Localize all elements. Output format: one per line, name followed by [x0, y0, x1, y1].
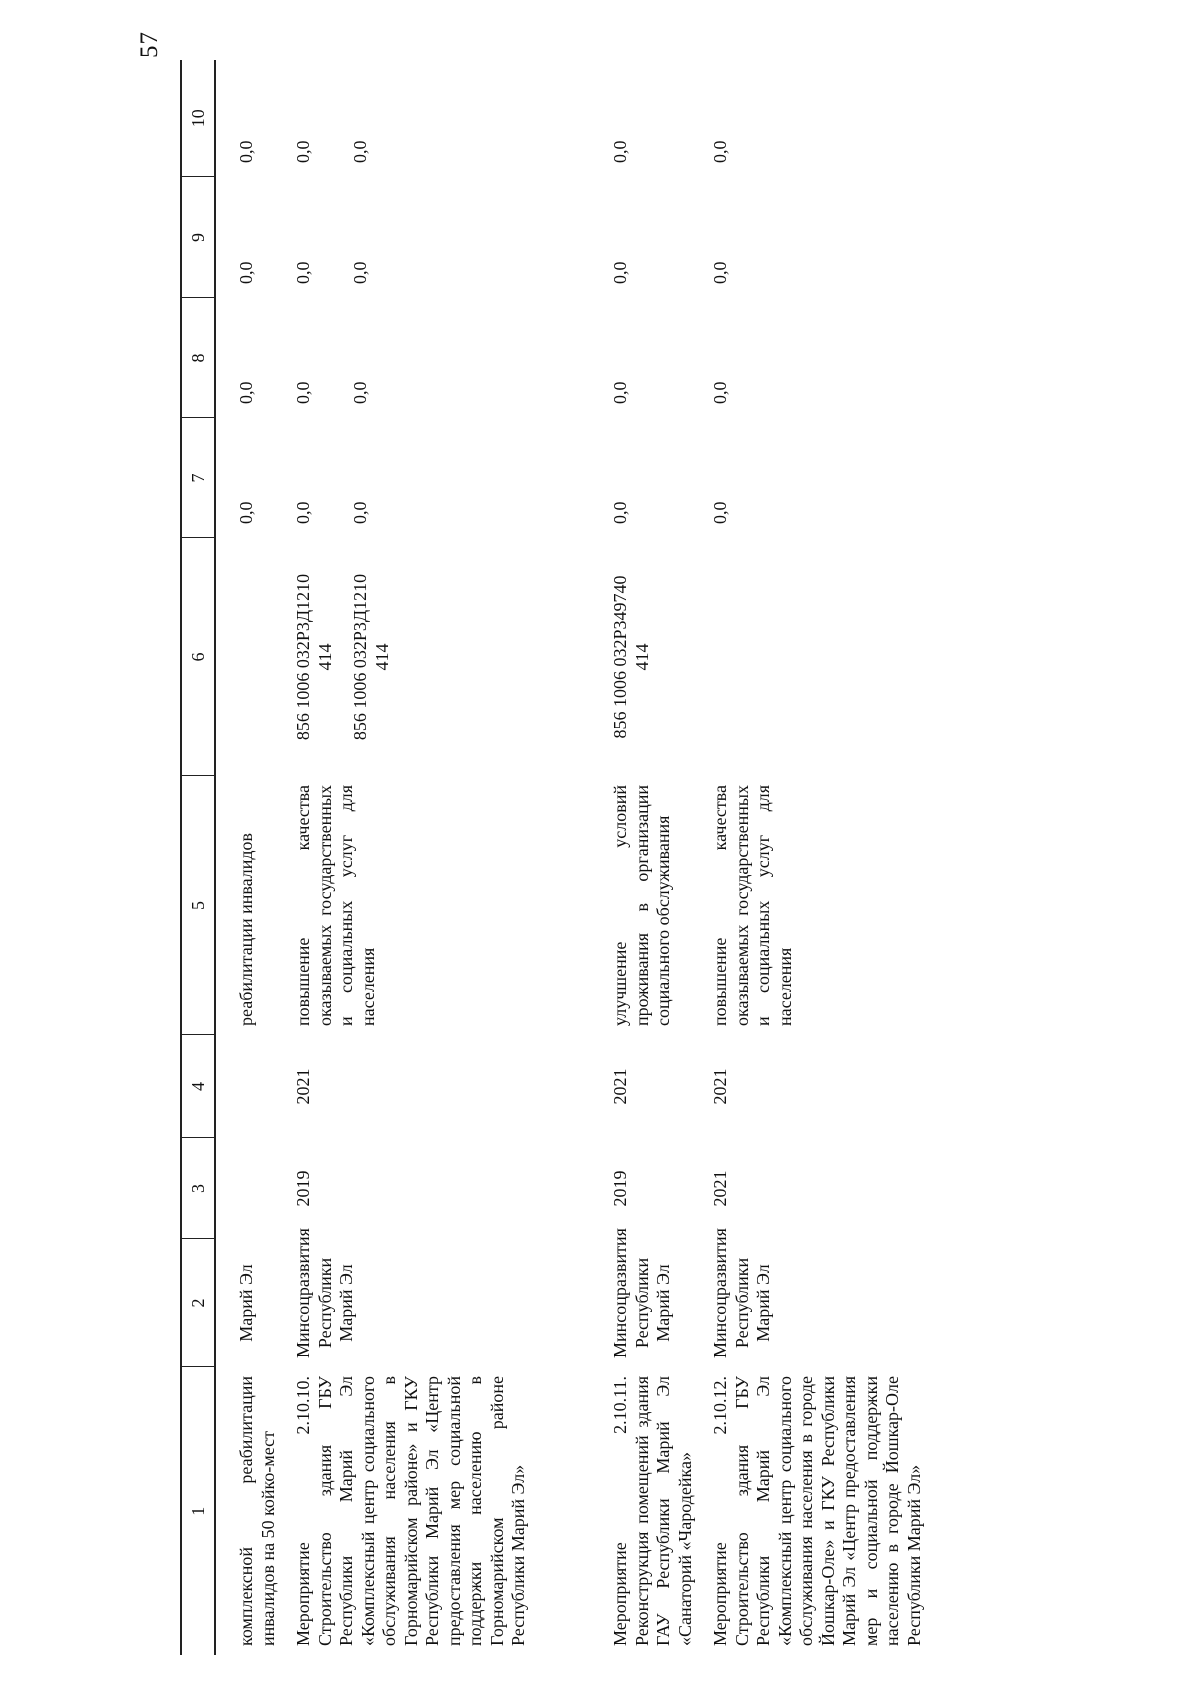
budget-code-cell — [696, 538, 925, 776]
start-year-cell: 2019 — [293, 1170, 313, 1207]
table-row — [576, 60, 696, 1655]
end-year-cell: 2021 — [610, 1068, 630, 1105]
amount-cell: 0,0 — [610, 261, 630, 284]
executor-cell: Марий Эл — [236, 1264, 256, 1342]
amount-cell: 0,0 — [236, 140, 256, 163]
amount-cell: 0,0 — [350, 381, 370, 404]
amount-cell: 0,0 — [293, 261, 313, 284]
amount-cell: 0,0 — [293, 501, 313, 524]
budget-code-cell — [215, 538, 279, 776]
amount-cell: 0,0 — [610, 140, 630, 163]
rotated-table-page — [180, 60, 1190, 1655]
column-header: 2 — [181, 1239, 215, 1367]
budget-code-cell: 856 1006 032Р349740 414 — [610, 575, 652, 739]
amount-cell: 0,0 — [236, 381, 256, 404]
budget-code-cell: 856 1006 032Р3Д1210 414 — [293, 573, 335, 741]
amount-cell: 0,0 — [710, 140, 730, 163]
expected-result-cell: повышение качества оказываемых государственных и социальных услуг для населения — [710, 785, 795, 1026]
column-header: 6 — [181, 538, 215, 776]
start-year-cell: 2021 — [710, 1170, 730, 1207]
expected-result-cell: улучшение условий проживания в организации социального обслуживания — [610, 785, 673, 1026]
activity-name-cell: Мероприятие 2.10.10. Строительство здания ГБУ Республики Марий Эл «Комплексный центр социального обслуживания населения в Горномарийском районе» и ГКУ Республики Марий Эл «Центр предоставления мер социальной поддержки населению в Горномарийском районе Республики Марий Эл» — [293, 1376, 528, 1646]
start-year-cell — [215, 1138, 279, 1239]
program-activities-table — [180, 60, 925, 1655]
column-header: 4 — [181, 1035, 215, 1138]
amount-cell: 0,0 — [293, 381, 313, 404]
end-year-cell: 2021 — [293, 1068, 313, 1105]
amount-cell: 0,0 — [610, 381, 630, 404]
amount-cell: 0,0 — [236, 261, 256, 284]
column-header: 10 — [181, 60, 215, 177]
table-row — [279, 60, 336, 1655]
executor-cell: Минсоцразвития Республики Марий Эл — [610, 1228, 673, 1358]
amount-cell: 0,0 — [710, 381, 730, 404]
column-number-row — [181, 60, 215, 1655]
column-header: 1 — [181, 1367, 215, 1655]
expected-result-cell: повышение качества оказываемых государственных и социальных услуг для населения — [293, 785, 378, 1026]
amount-cell: 0,0 — [350, 501, 370, 524]
activity-name-cell: Мероприятие 2.10.12. Строительство здания ГБУ Республики Марий Эл «Комплексный центр социального обслуживания населения в городе Йошкар-Оле» и ГКУ Республики Марий Эл «Центр предоставления мер и социальной поддержки населению в городе Йошкар-Оле Республики Марий Эл» — [710, 1376, 924, 1646]
table-row — [215, 60, 279, 1655]
executor-cell: Минсоцразвития Республики Марий Эл — [710, 1228, 773, 1358]
column-header: 9 — [181, 177, 215, 298]
amount-cell: 0,0 — [610, 501, 630, 524]
start-year-cell: 2019 — [610, 1170, 630, 1207]
amount-cell: 0,0 — [293, 140, 313, 163]
executor-cell: Минсоцразвития Республики Марий Эл — [293, 1228, 356, 1358]
amount-cell: 0,0 — [236, 501, 256, 524]
column-header: 3 — [181, 1138, 215, 1239]
budget-code-cell: 856 1006 032Р3Д1210 414 — [350, 573, 392, 741]
amount-cell: 0,0 — [710, 501, 730, 524]
page-number: 57 — [136, 31, 163, 58]
table-row — [696, 60, 925, 1655]
end-year-cell: 2021 — [710, 1068, 730, 1105]
amount-cell: 0,0 — [710, 261, 730, 284]
column-header: 5 — [181, 776, 215, 1035]
column-header: 7 — [181, 418, 215, 538]
activity-name-cell: комплексной реабилитации инвалидов на 50 койко-мест — [236, 1376, 278, 1646]
column-header: 8 — [181, 298, 215, 418]
amount-cell: 0,0 — [350, 140, 370, 163]
activity-name-cell: Мероприятие 2.10.11. Реконструкция помещений здания ГАУ Республики Марий Эл «Санаторий «Чародейка» — [610, 1376, 695, 1646]
expected-result-cell: реабилитации инвалидов — [236, 832, 256, 1026]
amount-cell: 0,0 — [350, 261, 370, 284]
end-year-cell — [215, 1035, 279, 1138]
